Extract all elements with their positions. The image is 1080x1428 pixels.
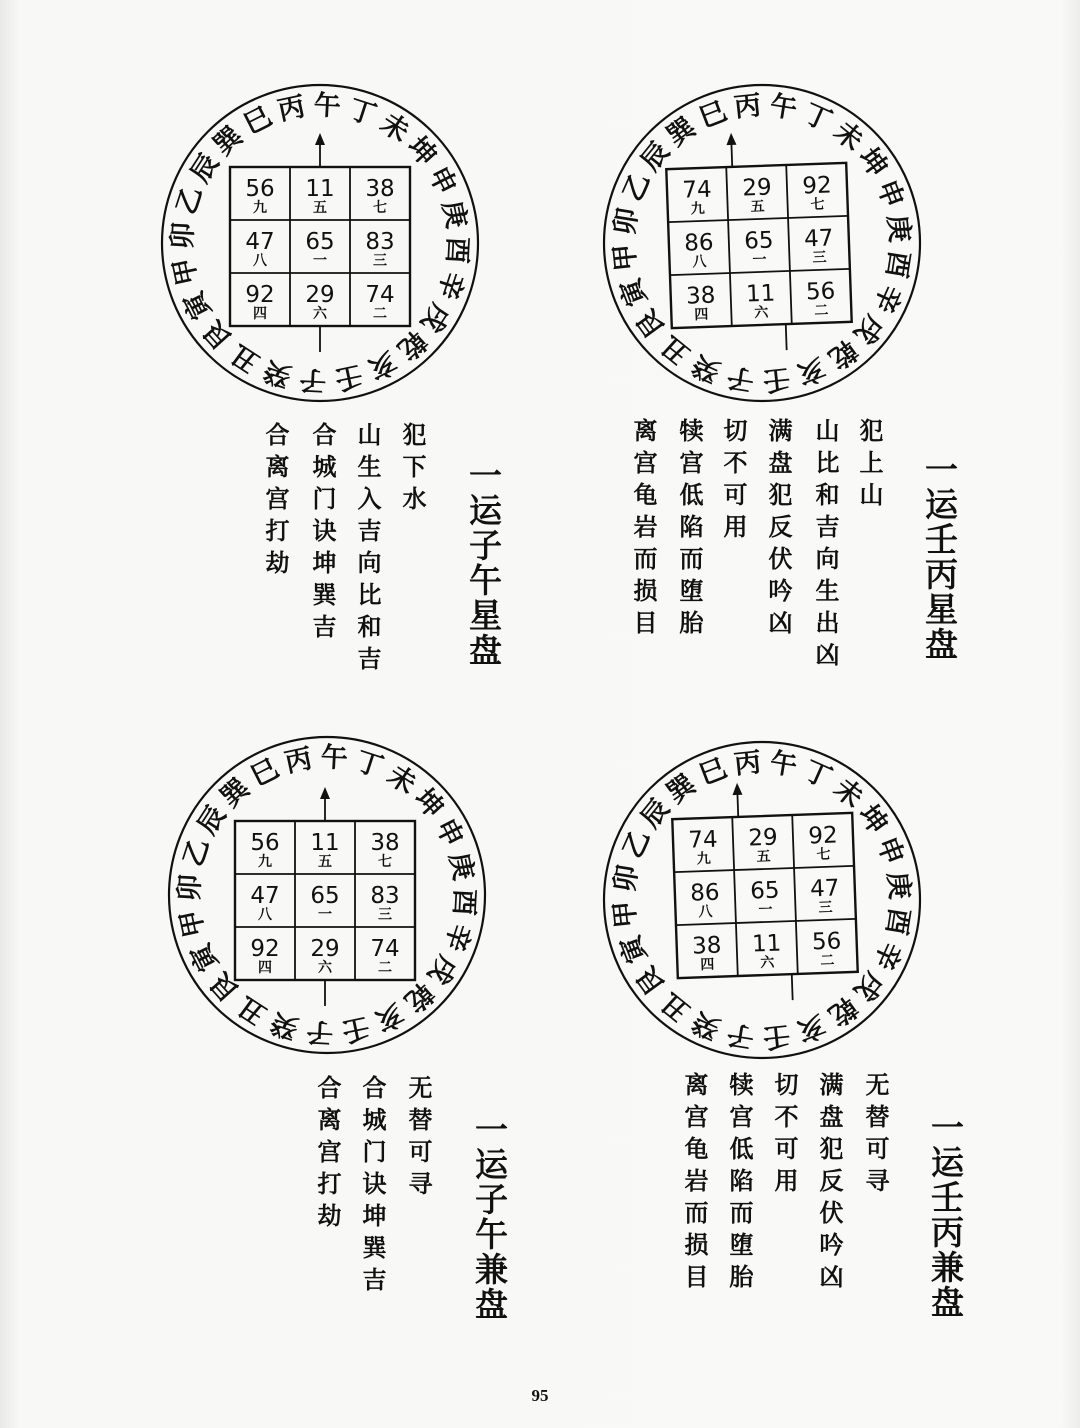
grid-line [792, 815, 798, 974]
flying-star-chart-tr [600, 81, 924, 405]
ring-character: 庚 [436, 198, 472, 231]
palace-base-star: 一 [758, 901, 773, 919]
ring-character: 卯 [167, 221, 200, 251]
nine-palace-grid [665, 129, 853, 354]
ring-character: 丙 [732, 746, 763, 781]
ring-character: 戌 [421, 949, 463, 990]
ring-character: 庚 [443, 850, 479, 883]
palace-numbers: 11 [310, 830, 340, 856]
chart-note-br-2: 满盘犯反伏吟凶 [815, 1072, 843, 1296]
palace-numbers: 83 [365, 229, 395, 255]
ring-character: 巽 [207, 120, 249, 162]
ring-character: 子 [305, 1015, 335, 1048]
palace-numbers: 11 [751, 930, 782, 958]
chart-note-tr-6: 离宫龟岩而损目 [629, 418, 657, 642]
palace-base-star: 九 [690, 200, 705, 218]
ring-character: 巽 [214, 772, 256, 814]
palace-base-star: 一 [318, 907, 332, 923]
ring-character: 艮 [204, 966, 246, 1008]
ring-character: 乙 [617, 168, 657, 206]
ring-character: 乾 [398, 976, 440, 1018]
palace-numbers: 56 [805, 278, 836, 306]
palace-base-star: 九 [258, 854, 272, 870]
ring-character: 丑 [655, 985, 697, 1028]
palace-base-star: 二 [820, 952, 835, 970]
ring-character: 乾 [822, 333, 863, 375]
ring-character: 午 [312, 90, 342, 123]
chart-svg-br [600, 738, 924, 1062]
palace-base-star: 一 [313, 253, 327, 269]
palace-numbers: 47 [250, 883, 280, 909]
ring-character: 卯 [609, 862, 645, 895]
ring-character: 丙 [732, 89, 763, 124]
chart-svg-tl [158, 81, 482, 405]
chart-note-br-4: 犊宫低陷而堕胎 [725, 1072, 753, 1296]
ring-character: 戌 [847, 965, 890, 1007]
ring-character: 申 [870, 832, 910, 870]
palace-base-star: 四 [253, 306, 267, 322]
chart-note-bl-3: 合离宫打劫 [313, 1075, 341, 1235]
direction-arrow-head [732, 783, 742, 795]
palace-base-star: 七 [816, 846, 831, 864]
ring-character: 甲 [608, 242, 643, 273]
chart-svg-tr [600, 81, 924, 405]
ring-character: 巳 [245, 752, 284, 793]
ring-character: 酉 [440, 235, 473, 265]
palace-numbers: 11 [305, 176, 335, 202]
ring-character: 坤 [401, 130, 443, 172]
ring-character: 艮 [197, 314, 239, 356]
page-number: 95 [531, 1386, 549, 1405]
palace-numbers: 47 [803, 225, 834, 253]
chart-note-br-5: 离宫龟岩而损目 [680, 1072, 708, 1296]
ring-character: 丑 [655, 328, 697, 371]
ring-character: 丁 [351, 745, 387, 784]
ring-character: 子 [724, 1017, 757, 1053]
ring-character: 申 [429, 813, 470, 852]
palace-base-star: 九 [253, 200, 267, 216]
palace-numbers: 92 [245, 282, 275, 308]
ring-character: 卯 [609, 205, 645, 238]
chart-note-tr-2: 山比和吉向生出凶 [811, 418, 839, 674]
palace-base-star: 六 [318, 960, 332, 976]
ring-character: 乾 [391, 324, 433, 366]
palace-numbers: 65 [310, 883, 340, 909]
palace-base-star: 二 [373, 306, 387, 322]
ring-character: 寅 [614, 273, 654, 311]
ring-character: 寅 [177, 286, 218, 325]
ring-character: 申 [422, 161, 463, 200]
ring-character: 巽 [661, 111, 702, 153]
chart-title-tr: 一运壬丙星盘 [920, 452, 959, 662]
ring-character: 辛 [438, 919, 477, 955]
palace-base-star: 八 [692, 253, 707, 271]
ring-character: 巳 [238, 100, 277, 141]
ring-character: 亥 [370, 997, 409, 1038]
chart-svg-bl [165, 733, 489, 1057]
palace-numbers: 38 [685, 282, 716, 310]
palace-base-star: 三 [812, 249, 827, 267]
palace-numbers: 47 [245, 229, 275, 255]
direction-arrow-head [315, 133, 325, 145]
ring-character: 巳 [694, 95, 732, 135]
palace-base-star: 五 [756, 848, 771, 866]
ring-character: 艮 [630, 303, 672, 344]
ring-character: 辰 [634, 136, 677, 178]
ring-character: 癸 [267, 1006, 303, 1045]
nine-palace-grid [235, 787, 415, 1006]
ring-character: 申 [870, 175, 910, 213]
ring-character: 甲 [175, 907, 211, 940]
ring-character: 酉 [879, 248, 915, 281]
chart-note-br-3: 切不可用 [770, 1072, 798, 1200]
ring-character: 未 [374, 107, 415, 149]
ring-character: 壬 [339, 1011, 372, 1047]
ring-character: 寅 [184, 938, 225, 977]
ring-character: 丑 [225, 337, 266, 379]
palace-numbers: 74 [687, 826, 719, 854]
ring-character: 未 [827, 772, 869, 815]
palace-base-star: 三 [373, 253, 387, 269]
ring-character: 艮 [630, 960, 672, 1001]
palace-numbers: 74 [365, 282, 395, 308]
ring-character: 子 [298, 363, 328, 396]
palace-base-star: 二 [814, 302, 829, 320]
palace-numbers: 29 [310, 936, 340, 962]
palace-numbers: 92 [801, 172, 833, 200]
palace-numbers: 83 [370, 883, 400, 909]
flying-star-chart-tl [158, 81, 482, 405]
flying-star-chart-bl [165, 733, 489, 1057]
chart-title-br: 一运壬丙兼盘 [926, 1110, 965, 1320]
direction-tail-line [792, 974, 793, 1000]
chart-note-tl-1: 犯下水 [398, 422, 426, 518]
ring-character: 癸 [260, 354, 296, 393]
palace-numbers: 56 [250, 830, 280, 856]
palace-numbers: 65 [749, 877, 780, 905]
ring-character: 巽 [661, 768, 702, 810]
ring-character: 未 [381, 759, 422, 801]
nine-palace-grid [230, 133, 410, 352]
ring-character: 乾 [822, 990, 863, 1032]
ring-character: 丁 [799, 755, 837, 795]
ring-character: 丙 [282, 743, 315, 779]
palace-numbers: 29 [305, 282, 335, 308]
ring-character: 庚 [881, 870, 916, 901]
palace-numbers: 65 [305, 229, 335, 255]
ring-character: 戌 [414, 297, 456, 338]
ring-character: 坤 [408, 782, 450, 824]
ring-character: 辛 [431, 267, 470, 303]
ring-character: 寅 [614, 930, 654, 968]
palace-numbers: 56 [245, 176, 275, 202]
direction-arrow-head [726, 133, 736, 145]
palace-numbers: 38 [370, 830, 400, 856]
palace-base-star: 七 [373, 200, 387, 216]
palace-numbers: 92 [250, 936, 280, 962]
ring-character: 丁 [799, 98, 837, 138]
ring-character: 亥 [792, 1008, 830, 1048]
palace-numbers: 38 [691, 932, 722, 960]
chart-note-br-1: 无替可寻 [861, 1072, 889, 1200]
palace-base-star: 八 [253, 253, 267, 269]
chart-note-tl-4: 合离宫打劫 [261, 422, 289, 582]
palace-base-star: 六 [760, 954, 775, 972]
palace-base-star: 五 [313, 200, 327, 216]
ring-character: 未 [827, 115, 869, 158]
grid-line [732, 817, 738, 976]
grid-line [786, 165, 792, 324]
chart-note-tr-5: 犊宫低陷而堕胎 [675, 418, 703, 642]
palace-base-star: 八 [698, 903, 713, 921]
palace-base-star: 六 [754, 304, 769, 322]
ring-character: 坤 [852, 142, 894, 183]
palace-numbers: 38 [365, 176, 395, 202]
ring-character: 乙 [170, 183, 209, 219]
flying-star-chart-br [600, 738, 924, 1062]
direction-tail-line [786, 324, 787, 350]
ring-character: 巳 [694, 752, 732, 792]
ring-character: 酉 [879, 905, 915, 938]
palace-numbers: 11 [745, 280, 776, 308]
ring-character: 辰 [191, 800, 233, 841]
chart-note-tl-2: 山生入吉向比和吉 [353, 422, 381, 678]
chart-note-tr-3: 满盘犯反伏吟凶 [764, 418, 792, 642]
ring-character: 壬 [761, 362, 792, 397]
ring-character: 酉 [447, 887, 480, 917]
ring-character: 亥 [792, 351, 830, 391]
ring-character: 坤 [852, 799, 894, 840]
palace-base-star: 三 [818, 899, 833, 917]
palace-numbers: 56 [811, 928, 842, 956]
chart-note-tr-4: 切不可用 [719, 418, 747, 546]
chart-note-tl-3: 合城门诀坤巽吉 [308, 422, 336, 646]
ring-character: 甲 [168, 255, 204, 288]
chart-note-bl-1: 无替可寻 [404, 1075, 432, 1203]
ring-character: 午 [319, 742, 349, 775]
ring-character: 乙 [617, 825, 657, 863]
chart-note-bl-2: 合城门诀坤巽吉 [358, 1075, 386, 1299]
palace-base-star: 七 [810, 196, 825, 214]
palace-base-star: 二 [378, 960, 392, 976]
palace-numbers: 47 [809, 875, 840, 903]
ring-character: 辛 [867, 937, 907, 975]
ring-character: 亥 [363, 345, 402, 386]
palace-base-star: 一 [752, 251, 767, 269]
ring-character: 癸 [687, 348, 725, 388]
ring-character: 丙 [275, 91, 308, 127]
direction-arrow-head [320, 787, 330, 799]
palace-numbers: 92 [807, 822, 839, 850]
ring-character: 辰 [184, 148, 226, 189]
palace-numbers: 86 [683, 229, 714, 257]
ring-character: 戌 [847, 308, 890, 350]
palace-base-star: 五 [750, 198, 765, 216]
ring-character: 午 [767, 90, 800, 126]
palace-base-star: 四 [258, 960, 272, 976]
palace-base-star: 三 [378, 907, 392, 923]
ring-character: 乙 [177, 835, 216, 871]
grid-line [726, 167, 732, 326]
ring-character: 子 [724, 360, 757, 396]
palace-base-star: 五 [318, 854, 332, 870]
palace-base-star: 四 [694, 306, 709, 324]
palace-base-star: 八 [258, 907, 272, 923]
ring-character: 丁 [344, 93, 380, 132]
ring-character: 午 [767, 747, 800, 783]
palace-numbers: 65 [743, 227, 774, 255]
ring-character: 辰 [634, 793, 677, 835]
nine-palace-grid [671, 779, 859, 1004]
chart-title-tl: 一运子午星盘 [464, 458, 503, 668]
palace-base-star: 四 [700, 956, 715, 974]
palace-base-star: 九 [696, 850, 711, 868]
ring-character: 卯 [174, 873, 207, 903]
palace-base-star: 六 [313, 306, 327, 322]
ring-character: 辛 [867, 280, 907, 318]
ring-character: 甲 [608, 899, 643, 930]
palace-numbers: 29 [741, 174, 773, 202]
palace-numbers: 74 [370, 936, 400, 962]
palace-base-star: 七 [378, 854, 392, 870]
ring-character: 壬 [761, 1019, 792, 1054]
chart-note-tr-1: 犯上山 [855, 418, 883, 514]
ring-character: 癸 [687, 1005, 725, 1045]
palace-numbers: 86 [689, 879, 720, 907]
ring-character: 庚 [881, 213, 916, 244]
ring-character: 丑 [232, 989, 273, 1031]
ring-character: 壬 [332, 359, 365, 395]
palace-numbers: 29 [747, 824, 779, 852]
chart-title-bl: 一运子午兼盘 [470, 1112, 509, 1322]
palace-numbers: 74 [681, 176, 713, 204]
